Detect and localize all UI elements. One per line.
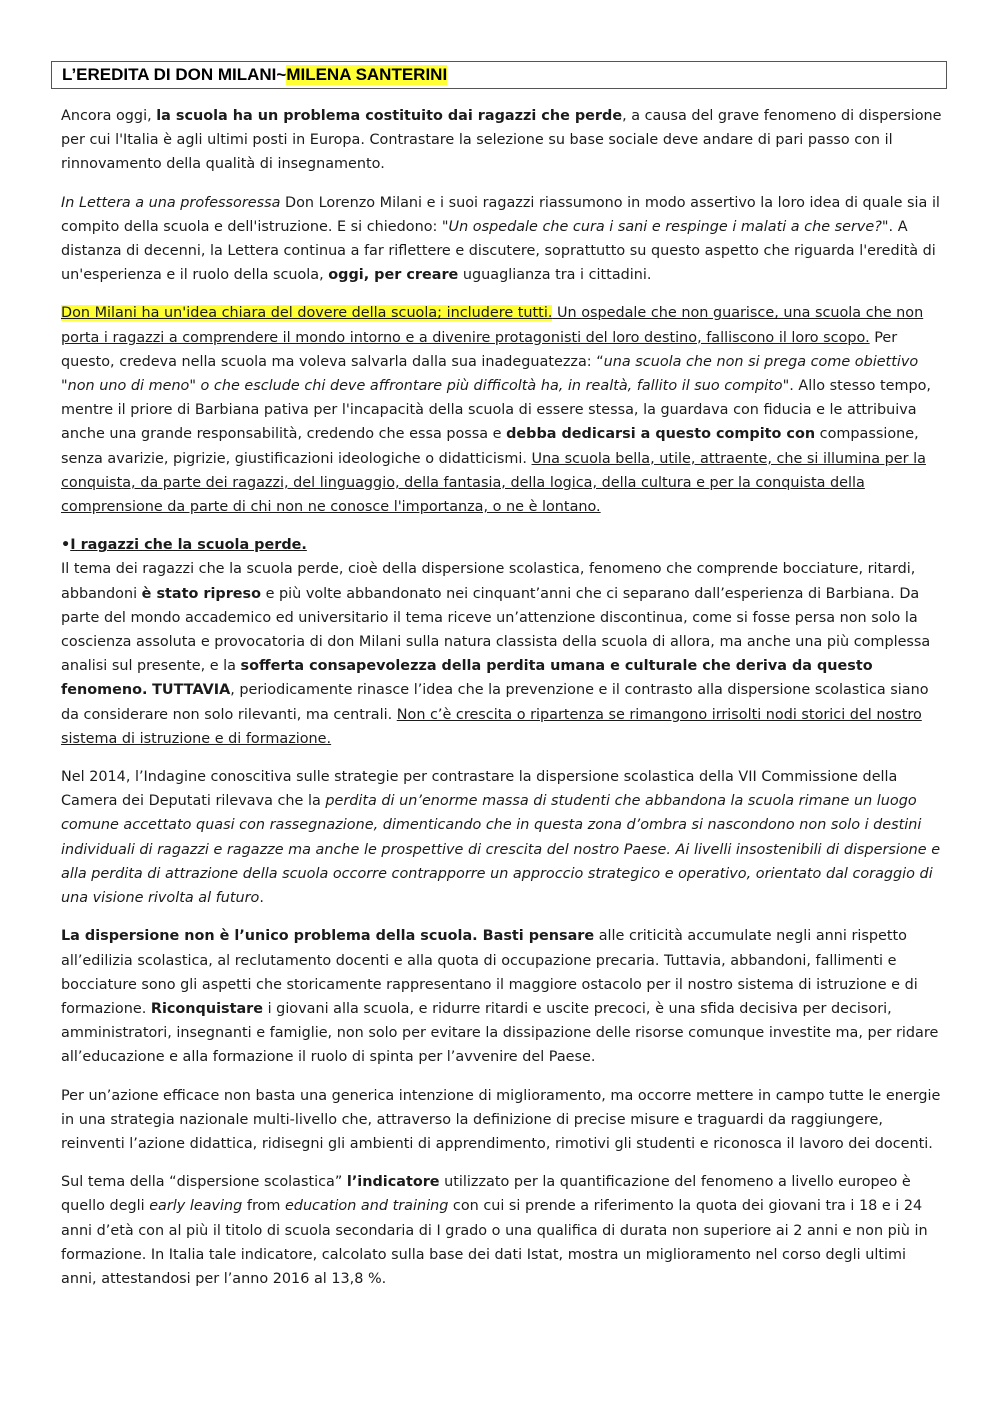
text-run: Nel 2014, l’Indagine conoscitiva sulle strategie per contrastare la dispersione scolastica della VII Commissione della Camera dei Deputati rilevava che la [61,769,898,810]
highlighted-sentence: Don Milani ha un'idea chiara del dovere della scuola; includere tutti. [61,305,553,322]
bold-run: l’indicatore [346,1174,440,1191]
text-run: from [242,1198,285,1215]
paragraph-lettera [61,191,943,288]
underlined-run: Una scuola bella, utile, attraente, che si illumina per la conquista, da parte dei ragazzi, del linguaggio, della fantasia, della logica, della cultura e per la conquista della comprensione da parte di chi non ne conosce l'importanza, o ne è lontano. [61,450,926,516]
document-title: L’EREDITA DI DON MILANI~ [62,65,287,84]
bold-run: la scuola ha un problema costituito dai ragazzi che perde [156,108,623,124]
paragraph-dispersione [61,557,943,751]
italic-run: In Lettera a una professoressa [61,194,281,211]
bold-run: oggi, per creare [328,267,459,284]
text-run: Per un’azione efficace non basta una generica intenzione di miglioramento, ma occorre mettere in campo tutte le energie in una strategia nazionale multi-livello che, attraverso la definizione di precise misure e traguardi da raggiungere, reinventi l’azione didattica, ridisegni gli ambienti di apprendimento, rimotivi gli studenti e riconosca il lavoro dei docenti. [61,1087,941,1152]
text-run: con cui si prende a riferimento la quota dei giovani tra i 18 e i 24 anni d’età con al più il titolo di scuola secondaria di I grado o una qualifica di durata non superiore ai 2 anni e non più in formazione. In Italia tale indicatore, calcolato sulla base dei dati Istat, mostra un miglioramento nel corso degli ultimi anni, attestandosi per l’anno 2016 al 13,8 %. [61,1198,928,1287]
italic-quote: perdita di un’enorme massa di studenti che abbandona la scuola rimane un luogo comune accettato quasi con rassegnazione, dimenticando che in questa zona d’ombra si nascondono non solo i destini individuali di ragazzi e ragazze ma anche le prospettive di crescita del nostro Paese. Ai livelli insostenibili di dispersione e alla perdita di attrazione della scuola occorre contrapporre un approccio strategico e operativo, orientato dal coraggio di una visione rivolta al futuro [61,793,941,907]
text-run: uguaglianza tra i cittadini. [458,267,652,284]
paragraph-problema-scuola [61,924,943,1069]
text-run: compassione, senza avarizie, pigrizie, giustificazioni ideologiche o didatticismi. [61,426,919,467]
bold-run: La dispersione non è l’unico problema della scuola. Basti pensare [61,928,595,945]
underlined-run: Un ospedale che non guarisce, una scuola che non porta i ragazzi a comprendere il mondo intorno e a divenire protagonisti del loro destino, falliscono il loro scopo. [61,305,924,346]
text-run: , periodicamente rinasce l’idea che la prevenzione e il contrasto alla dispersione scolastica siano da considerare non solo rilevanti, ma centrali. [61,682,929,723]
section-heading-text: I ragazzi che la scuola perde. [70,537,307,554]
italic-quote: una scuola che non si prega come obiettivo "non uno di meno" o che esclude chi deve affrontare più difficoltà ha, in realtà, fallito il suo compito [61,353,919,395]
bold-run: è stato ripreso [141,585,262,602]
paragraph-don-milani [61,301,943,519]
paragraph-indagine-2014 [61,765,943,910]
text-run: Don Lorenzo Milani e i suoi ragazzi riassumono in modo assertivo la loro idea di quale sia il compito della scuola e dell'istruzione. E si chiedono: " [61,194,940,235]
bold-run: Riconquistare [150,1000,264,1017]
text-run: . [259,890,264,907]
text-run: alle criticità accumulate negli anni rispetto all’edilizia scolastica, al reclutamento docenti e alla quota di occupazione precaria. Tuttavia, abbandoni, fallimenti e bocciature sono gli aspetti che storicamente rappresentano il maggiore ostacolo per il nostro sistema di istruzione e di formazione. [61,928,918,1017]
bullet-icon: • [61,537,71,554]
paragraph-indicatore [61,1170,943,1291]
text-run: Per questo, credeva nella scuola ma voleva salvarla dalla sua inadeguatezza: “ [61,329,898,370]
text-run: utilizzato per la quantificazione del fenomeno a livello europeo è quello degli [61,1174,911,1215]
text-run: Ancora oggi, [61,108,157,124]
section-heading [61,533,943,557]
bold-run: TUTTAVIA [152,682,231,699]
text-run: ". Allo stesso tempo, mentre il priore di Barbiana pativa per l'incapacità della scuola di essere stessa, la guardava con fiducia e le attribuiva anche una grande responsabilità, credendo che essa possa e [61,378,931,443]
document-title-box [51,61,947,89]
text-run: i giovani alla scuola, e ridurre ritardi e uscite precoci, è una sfida decisiva per decisori, amministratori, insegnanti e famiglie, non solo per evitare la dissipazione delle risorse comunque investite ma, per ridare all’educazione e alla formazione il ruolo di spinta per l’avvenire del Paese. [61,1000,939,1066]
text-run: Il tema dei ragazzi che la scuola perde, cioè della dispersione scolastica, fenomeno che comprende bocciature, ritardi, abbandoni [61,561,916,602]
text-run: Sul tema della “dispersione scolastica” [61,1174,347,1191]
text-run: ". A distanza di decenni, la Lettera continua a far riflettere e discutere, soprattutto su questo aspetto che riguarda l'eredità di un'esperienza e il ruolo della scuola, [61,218,936,284]
document-body [61,104,943,1305]
paragraph-strategia [61,1084,943,1157]
bold-run: debba dedicarsi a questo compito con [506,426,816,443]
text-run: e più volte abbandonato nei cinquant’anni che ci separano dall’esperienza di Barbiana. Da parte del mondo accademico ed universitario il tema riceve un’attenzione discontinua, come si fosse persa non solo la coscienza assoluta e provocatoria di don Milani sulla natura classista della scuola di allora, ma anche una più complessa analisi sul presente, e la [61,585,931,675]
italic-quote: Un ospedale che cura i sani e respinge i malati a che serve? [448,218,882,235]
bold-run: sofferta consapevolezza della perdita umana e culturale che deriva da questo fenomeno. [61,658,873,699]
italic-run: early leaving [149,1198,243,1215]
author-name-highlighted: MILENA SANTERINI [286,65,448,84]
underlined-run: Non c’è crescita o ripartenza se rimangono irrisolti nodi storici del nostro sistema di istruzione e di formazione. [61,706,922,747]
italic-run: education and training [284,1198,449,1215]
paragraph-intro [61,104,943,177]
text-run: , a causa del grave fenomeno di dispersione per cui l'Italia è agli ultimi posti in Europa. Contrastare la selezione su base sociale deve andare di pari passo con il rinnovamento della qualità di insegnamento. [61,108,942,173]
